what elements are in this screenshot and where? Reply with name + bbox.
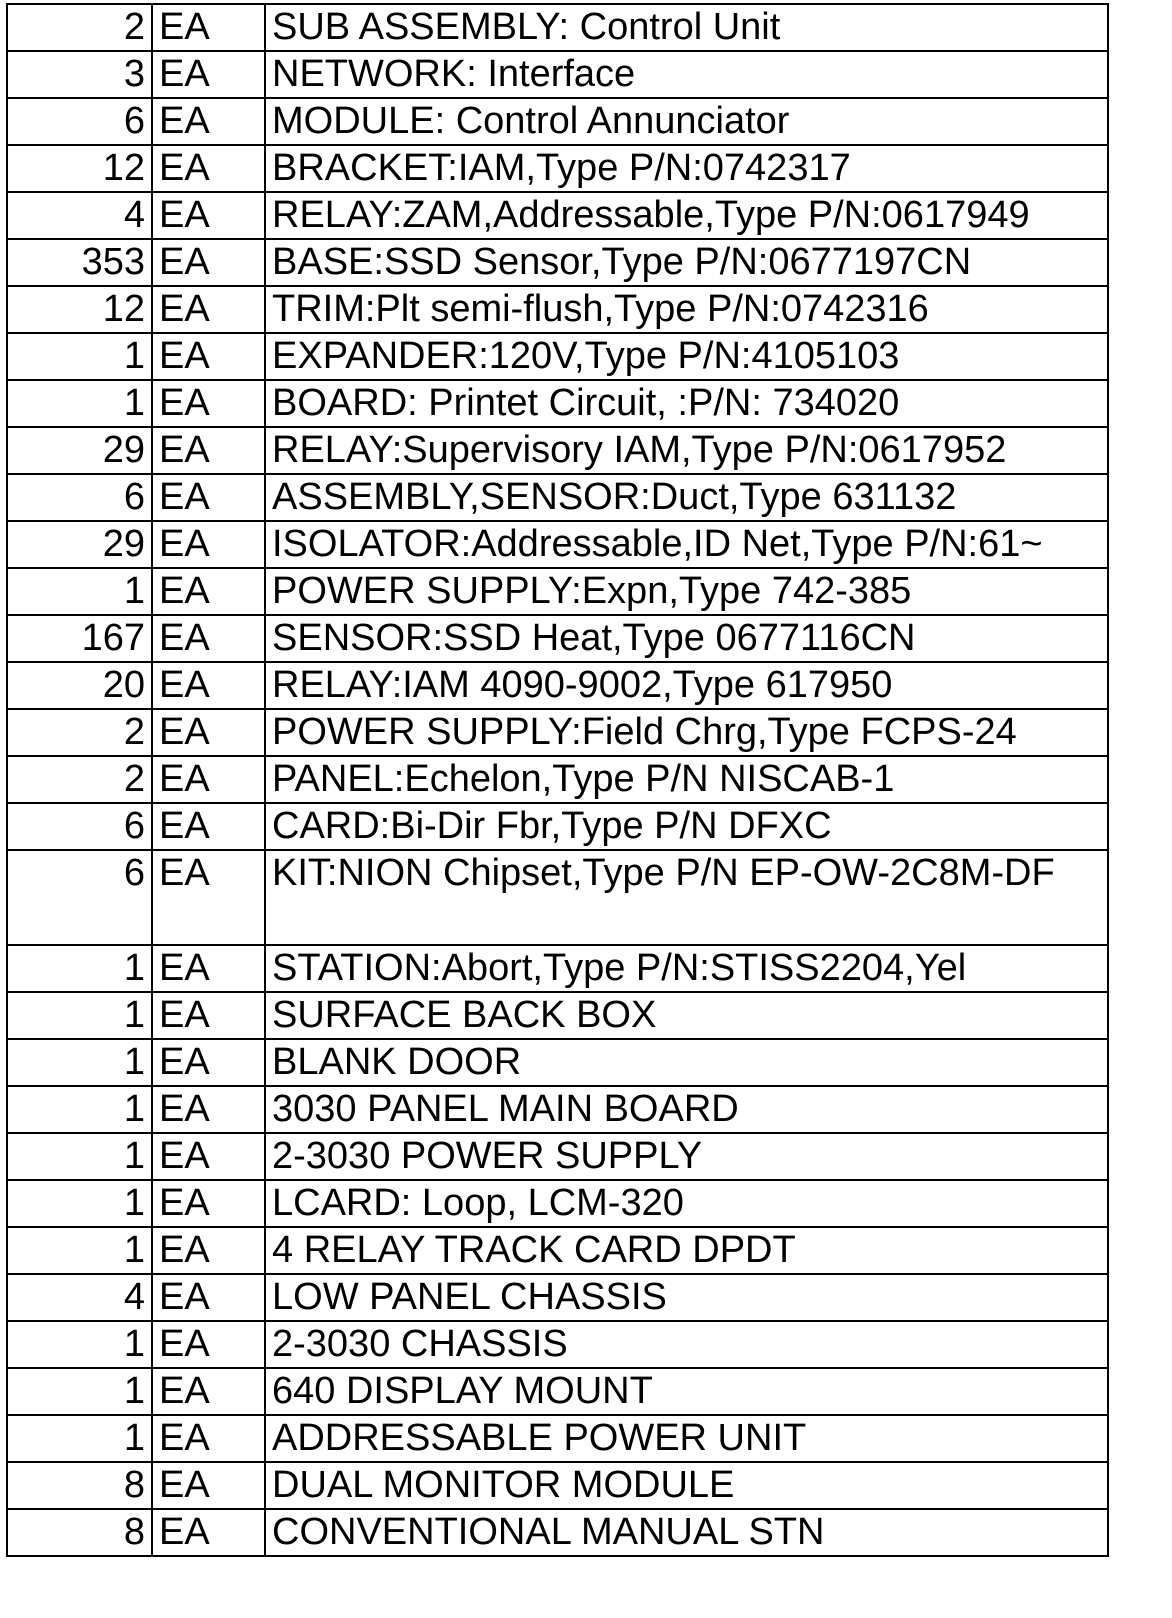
quantity-cell: 6: [7, 850, 152, 945]
description-cell: ADDRESSABLE POWER UNIT: [265, 1415, 1108, 1462]
quantity-cell: 167: [7, 615, 152, 662]
unit-cell: EA: [152, 286, 265, 333]
unit-cell: EA: [152, 333, 265, 380]
description-cell: CARD:Bi-Dir Fbr,Type P/N DFXC: [265, 803, 1108, 850]
quantity-cell: 1: [7, 1133, 152, 1180]
description-cell: POWER SUPPLY:Field Chrg,Type FCPS-24: [265, 709, 1108, 756]
description-cell: BRACKET:IAM,Type P/N:0742317: [265, 145, 1108, 192]
quantity-cell: 1: [7, 1368, 152, 1415]
quantity-cell: 6: [7, 474, 152, 521]
unit-cell: EA: [152, 568, 265, 615]
table-row: [7, 4, 1108, 51]
description-cell: SUB ASSEMBLY: Control Unit: [265, 4, 1108, 51]
quantity-cell: 1: [7, 1321, 152, 1368]
quantity-cell: 1: [7, 1180, 152, 1227]
quantity-cell: 1: [7, 380, 152, 427]
table-row: [7, 756, 1108, 803]
unit-cell: EA: [152, 51, 265, 98]
unit-cell: EA: [152, 1180, 265, 1227]
quantity-cell: 2: [7, 709, 152, 756]
unit-cell: EA: [152, 992, 265, 1039]
table-row: [7, 1180, 1108, 1227]
quantity-cell: 12: [7, 286, 152, 333]
quantity-cell: 8: [7, 1462, 152, 1509]
unit-cell: EA: [152, 803, 265, 850]
description-cell: TRIM:Plt semi-flush,Type P/N:0742316: [265, 286, 1108, 333]
table-row: [7, 803, 1108, 850]
unit-cell: EA: [152, 945, 265, 992]
table-row: [7, 945, 1108, 992]
unit-cell: EA: [152, 1462, 265, 1509]
table-row: [7, 427, 1108, 474]
unit-cell: EA: [152, 615, 265, 662]
table-row: [7, 1321, 1108, 1368]
quantity-cell: 1: [7, 1415, 152, 1462]
table-row: [7, 1509, 1108, 1556]
table-row: [7, 474, 1108, 521]
description-cell: PANEL:Echelon,Type P/N NISCAB-1: [265, 756, 1108, 803]
description-cell: ISOLATOR:Addressable,ID Net,Type P/N:61~: [265, 521, 1108, 568]
description-cell: NETWORK: Interface: [265, 51, 1108, 98]
description-cell: SURFACE BACK BOX: [265, 992, 1108, 1039]
quantity-cell: 12: [7, 145, 152, 192]
description-cell: MODULE: Control Annunciator: [265, 98, 1108, 145]
table-row: [7, 145, 1108, 192]
table-row: [7, 1086, 1108, 1133]
quantity-cell: 29: [7, 427, 152, 474]
description-cell: BLANK DOOR: [265, 1039, 1108, 1086]
unit-cell: EA: [152, 1368, 265, 1415]
quantity-cell: 353: [7, 239, 152, 286]
table-row: [7, 1462, 1108, 1509]
description-cell: 2-3030 POWER SUPPLY: [265, 1133, 1108, 1180]
description-cell: STATION:Abort,Type P/N:STISS2204,Yel: [265, 945, 1108, 992]
table-row: [7, 1039, 1108, 1086]
quantity-cell: 8: [7, 1509, 152, 1556]
table-row: [7, 1274, 1108, 1321]
table-row: [7, 568, 1108, 615]
table-row: [7, 615, 1108, 662]
unit-cell: EA: [152, 1415, 265, 1462]
quantity-cell: 1: [7, 1086, 152, 1133]
description-cell: 4 RELAY TRACK CARD DPDT: [265, 1227, 1108, 1274]
quantity-cell: 29: [7, 521, 152, 568]
unit-cell: EA: [152, 1133, 265, 1180]
unit-cell: EA: [152, 1509, 265, 1556]
quantity-cell: 1: [7, 333, 152, 380]
unit-cell: EA: [152, 1086, 265, 1133]
unit-cell: EA: [152, 850, 265, 945]
unit-cell: EA: [152, 239, 265, 286]
table-row: [7, 992, 1108, 1039]
quantity-cell: 3: [7, 51, 152, 98]
unit-cell: EA: [152, 427, 265, 474]
table-row: [7, 1227, 1108, 1274]
unit-cell: EA: [152, 1039, 265, 1086]
unit-cell: EA: [152, 709, 265, 756]
unit-cell: EA: [152, 662, 265, 709]
description-cell: LCARD: Loop, LCM-320: [265, 1180, 1108, 1227]
table-row: [7, 239, 1108, 286]
quantity-cell: 6: [7, 98, 152, 145]
unit-cell: EA: [152, 192, 265, 239]
unit-cell: EA: [152, 521, 265, 568]
description-cell: CONVENTIONAL MANUAL STN: [265, 1509, 1108, 1556]
table-row: [7, 286, 1108, 333]
quantity-cell: 1: [7, 568, 152, 615]
table-row: [7, 192, 1108, 239]
quantity-cell: 4: [7, 192, 152, 239]
unit-cell: EA: [152, 380, 265, 427]
description-cell: BASE:SSD Sensor,Type P/N:0677197CN: [265, 239, 1108, 286]
table-row: [7, 1368, 1108, 1415]
description-cell: RELAY:ZAM,Addressable,Type P/N:0617949: [265, 192, 1108, 239]
quantity-cell: 1: [7, 1039, 152, 1086]
description-cell: RELAY:IAM 4090-9002,Type 617950: [265, 662, 1108, 709]
table-row: [7, 850, 1108, 945]
table-row: [7, 98, 1108, 145]
table-row: [7, 521, 1108, 568]
table-row: [7, 333, 1108, 380]
table-row: [7, 51, 1108, 98]
description-cell: 3030 PANEL MAIN BOARD: [265, 1086, 1108, 1133]
quantity-cell: 1: [7, 945, 152, 992]
unit-cell: EA: [152, 1321, 265, 1368]
table-row: [7, 662, 1108, 709]
description-cell: 640 DISPLAY MOUNT: [265, 1368, 1108, 1415]
quantity-cell: 4: [7, 1274, 152, 1321]
description-cell: KIT:NION Chipset,Type P/N EP-OW-2C8M-DF: [265, 850, 1108, 945]
description-cell: RELAY:Supervisory IAM,Type P/N:0617952: [265, 427, 1108, 474]
quantity-cell: 2: [7, 756, 152, 803]
unit-cell: EA: [152, 145, 265, 192]
unit-cell: EA: [152, 1227, 265, 1274]
unit-cell: EA: [152, 4, 265, 51]
unit-cell: EA: [152, 98, 265, 145]
table-row: [7, 1133, 1108, 1180]
description-cell: DUAL MONITOR MODULE: [265, 1462, 1108, 1509]
unit-cell: EA: [152, 756, 265, 803]
quantity-cell: 1: [7, 1227, 152, 1274]
quantity-cell: 2: [7, 4, 152, 51]
description-cell: LOW PANEL CHASSIS: [265, 1274, 1108, 1321]
description-cell: BOARD: Printet Circuit, :P/N: 734020: [265, 380, 1108, 427]
description-cell: EXPANDER:120V,Type P/N:4105103: [265, 333, 1108, 380]
quantity-cell: 1: [7, 992, 152, 1039]
unit-cell: EA: [152, 1274, 265, 1321]
table-row: [7, 380, 1108, 427]
parts-list-body: [7, 4, 1108, 1556]
description-cell: ASSEMBLY,SENSOR:Duct,Type 631132: [265, 474, 1108, 521]
table-row: [7, 1415, 1108, 1462]
description-cell: POWER SUPPLY:Expn,Type 742-385: [265, 568, 1108, 615]
parts-list-table: [6, 3, 1109, 1557]
table-row: [7, 709, 1108, 756]
quantity-cell: 6: [7, 803, 152, 850]
unit-cell: EA: [152, 474, 265, 521]
description-cell: SENSOR:SSD Heat,Type 0677116CN: [265, 615, 1108, 662]
description-cell: 2-3030 CHASSIS: [265, 1321, 1108, 1368]
quantity-cell: 20: [7, 662, 152, 709]
